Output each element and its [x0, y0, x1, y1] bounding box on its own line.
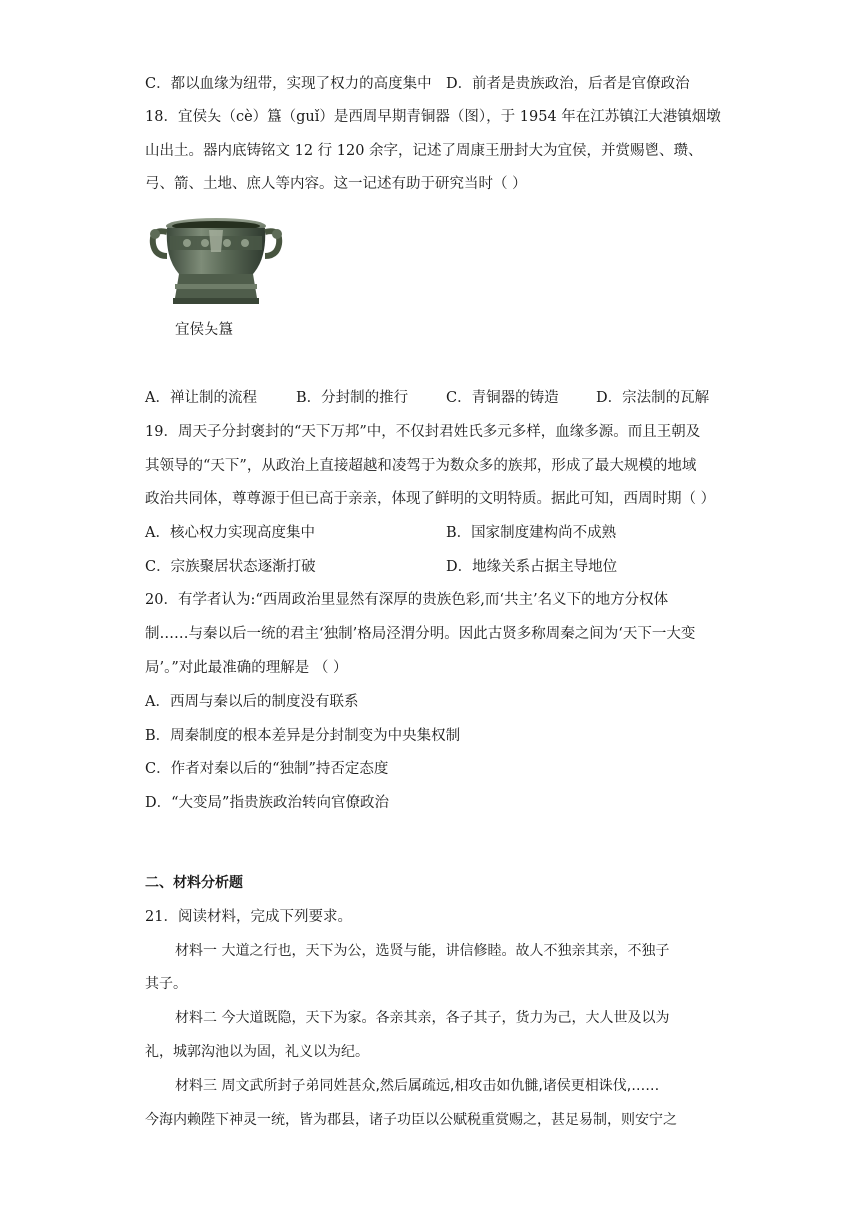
q19-option-d[interactable]: D．地缘关系占据主导地位 [446, 559, 618, 575]
q21-material-1-line-1: 材料一 大道之行也，天下为公，选贤与能，讲信修睦。故人不独亲其亲，不独子 [175, 943, 670, 959]
q20-stem-line-3: 局’。”对此最准确的理解是 （ ） [145, 660, 348, 676]
q21-material-2-line-1: 材料二 今大道既隐，天下为家。各亲其亲，各子其子，货力为己，大人世及以为 [175, 1010, 670, 1026]
q20-option-b[interactable]: B．周秦制度的根本差异是分封制变为中央集权制 [145, 728, 461, 744]
q21-material-3-line-2: 今海内赖陛下神灵一统，皆为郡县，诸子功臣以公赋税重赏赐之，甚足易制，则安宁之 [145, 1112, 677, 1128]
q18-option-d[interactable]: D．宗法制的瓦解 [596, 390, 710, 406]
section-title: 二、材料分析题 [145, 875, 243, 891]
q19-stem-line-1: 19．周天子分封褒封的“天下万邦”中，不仅封君姓氏多元多样，血缘多源。而且王朝及 [145, 424, 701, 440]
q21-intro: 21．阅读材料，完成下列要求。 [145, 909, 352, 925]
bronze-vessel-illustration [145, 208, 287, 310]
q20-option-d[interactable]: D．“大变局”指贵族政治转向官僚政治 [145, 795, 389, 811]
q19-option-a[interactable]: A．核心权力实现高度集中 [145, 525, 315, 541]
q18-stem-line-1: 18．宜侯夨（cè）簋（guǐ）是西周早期青铜器（图），于 1954 年在江苏镇江大港镇烟墩 [145, 109, 721, 125]
q18-option-a[interactable]: A．禅让制的流程 [145, 390, 257, 406]
bronze-gui-vessel-image [145, 208, 287, 310]
q18-option-b[interactable]: B．分封制的推行 [296, 390, 409, 406]
q18-stem-line-3: 弓、箭、土地、庶人等内容。这一记述有助于研究当时（ ） [145, 176, 527, 192]
q21-material-3-line-1: 材料三 周文武所封子弟同姓甚众,然后属疏远,相攻击如仇雠,诸侯更相诛伐,…… [175, 1078, 660, 1094]
vessel-caption: 宜侯夨簋 [175, 322, 233, 338]
q20-stem-line-2: 制……与秦以后一统的君主‘独制’格局泾渭分明。因此古贤多称周秦之间为‘天下一大变 [145, 626, 696, 642]
q21-material-2-line-2: 礼，城郭沟池以为固，礼义以为纪。 [145, 1044, 369, 1060]
q17-option-d[interactable]: D．前者是贵族政治，后者是官僚政治 [446, 76, 690, 92]
q20-stem-line-1: 20．有学者认为:“西周政治里显然有深厚的贵族色彩,而‘共主’名义下的地方分权体 [145, 592, 669, 608]
q20-option-a[interactable]: A．西周与秦以后的制度没有联系 [145, 694, 359, 710]
q17-option-c[interactable]: C．都以血缘为纽带，实现了权力的高度集中 [145, 76, 432, 92]
q18-option-c[interactable]: C．青铜器的铸造 [446, 390, 559, 406]
q20-option-c[interactable]: C．作者对秦以后的“独制”持否定态度 [145, 761, 389, 777]
q21-material-1-line-2: 其子。 [145, 976, 187, 992]
q18-stem-line-2: 山出土。器内底铸铭文 12 行 120 余字，记述了周康王册封大为宜侯，并赏赐鬯、瓒、 [145, 143, 703, 159]
q19-stem-line-3: 政治共同体，尊尊源于但已高于亲亲，体现了鲜明的文明特质。据此可知，西周时期（ ） [145, 491, 716, 507]
q19-option-b[interactable]: B．国家制度建构尚不成熟 [446, 525, 617, 541]
q19-option-c[interactable]: C．宗族聚居状态逐渐打破 [145, 559, 316, 575]
q19-stem-line-2: 其领导的“天下”，从政治上直接超越和凌驾于为数众多的族邦，形成了最大规模的地域 [145, 458, 697, 474]
